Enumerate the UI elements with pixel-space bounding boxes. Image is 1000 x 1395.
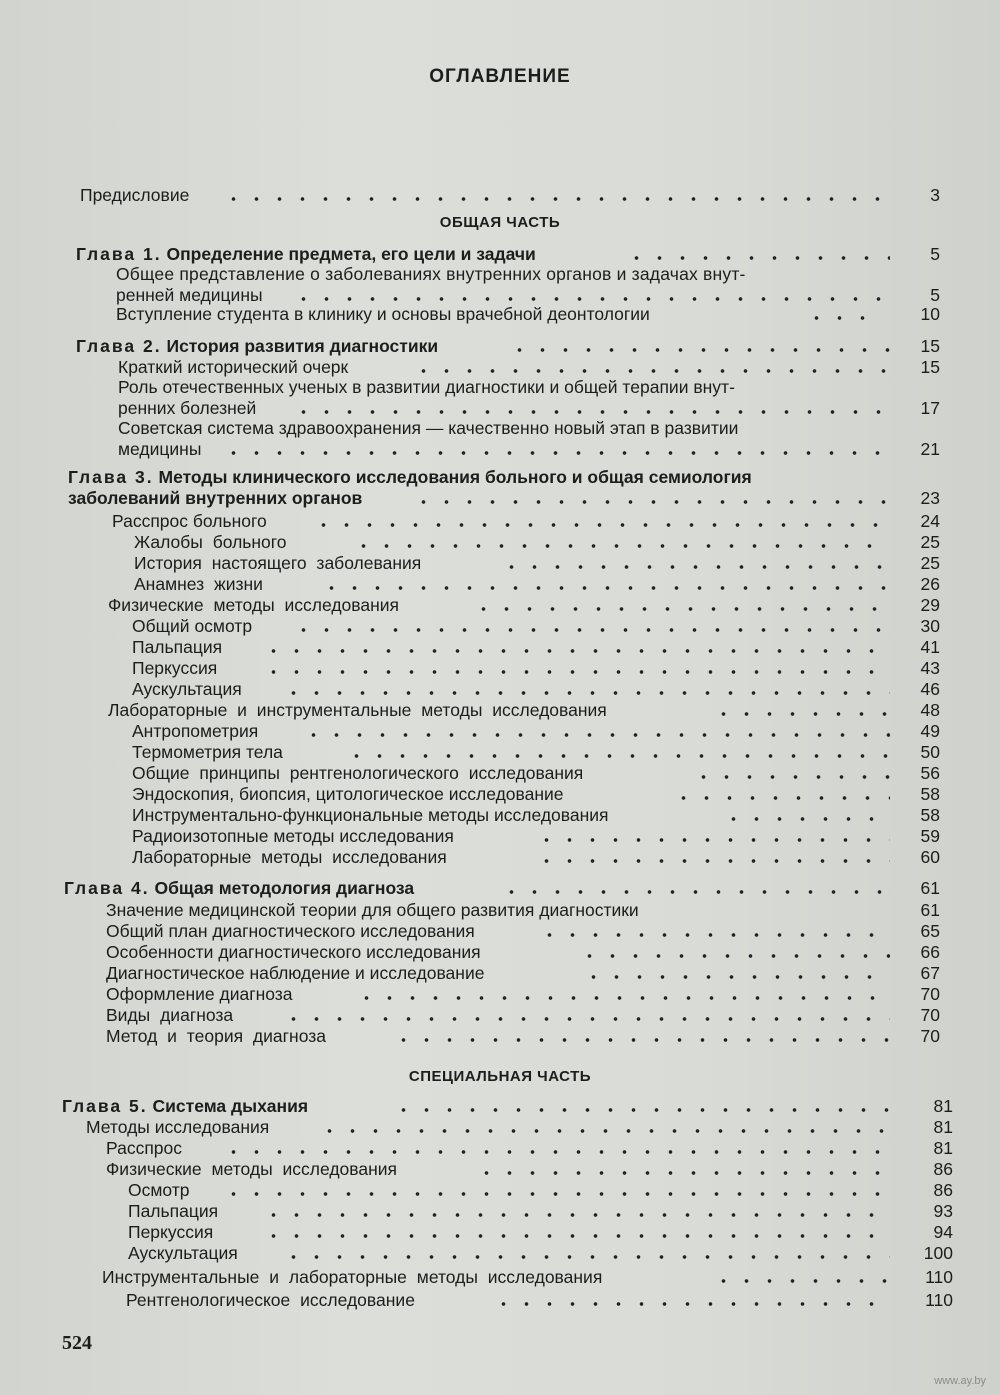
toc-page-number: 50 bbox=[920, 742, 940, 762]
leader-dots bbox=[535, 838, 890, 842]
toc-page-number: 94 bbox=[933, 1222, 953, 1242]
leader-dots bbox=[318, 1129, 890, 1133]
chapter-title: Общая методология диагноза bbox=[154, 878, 415, 898]
part-heading-special: СПЕЦИАЛЬНАЯ ЧАСТЬ bbox=[408, 1068, 592, 1085]
toc-entry bbox=[0, 846, 1000, 868]
toc-page-number: 100 bbox=[923, 1243, 953, 1263]
leader-dots bbox=[292, 297, 890, 301]
part-heading-general: ОБЩАЯ ЧАСТЬ bbox=[439, 214, 561, 231]
toc-entry bbox=[0, 573, 1000, 595]
leader-dots bbox=[222, 1192, 890, 1196]
toc-entry-text: Антропометрия bbox=[132, 721, 259, 741]
toc-page-number: 81 bbox=[933, 1096, 953, 1116]
leader-dots bbox=[412, 500, 890, 504]
toc-entry-text: Лабораторные и инструментальные методы исследования bbox=[108, 700, 607, 720]
chapter-label: Глава 1. bbox=[76, 244, 162, 264]
toc-page-number: 23 bbox=[920, 488, 940, 508]
leader-dots bbox=[672, 796, 890, 800]
chapter-title: Система дыхания bbox=[152, 1096, 309, 1116]
toc-entry-page bbox=[0, 899, 1000, 921]
leader-dots bbox=[292, 628, 890, 632]
toc-entry-text: Пальпация bbox=[132, 637, 223, 657]
leader-dots bbox=[582, 975, 890, 979]
leader-dots bbox=[392, 1108, 890, 1112]
toc-page-number: 48 bbox=[920, 700, 940, 720]
toc-entry-text: Метод и теория диагноза bbox=[106, 1026, 326, 1046]
toc-page-number: 17 bbox=[920, 398, 940, 418]
toc-entry-text: Рентгенологическое исследование bbox=[126, 1290, 415, 1310]
toc-entry bbox=[0, 356, 1000, 378]
toc-page-number: 65 bbox=[920, 921, 940, 941]
leader-dots bbox=[492, 1302, 890, 1306]
toc-page-number: 70 bbox=[920, 1026, 940, 1046]
leader-dots bbox=[472, 607, 890, 611]
leader-dots bbox=[262, 1234, 890, 1238]
toc-entry bbox=[0, 804, 1000, 826]
leader-dots bbox=[625, 256, 890, 260]
toc-page-number: 46 bbox=[920, 679, 940, 699]
toc-entry bbox=[0, 1137, 1000, 1159]
toc-entry bbox=[0, 941, 1000, 963]
toc-entry bbox=[0, 1242, 1000, 1264]
toc-entry bbox=[0, 699, 1000, 721]
toc-page-number: 61 bbox=[920, 878, 940, 898]
toc-page-number: 93 bbox=[933, 1201, 953, 1221]
toc-entry bbox=[0, 417, 1000, 439]
toc-page-number: 86 bbox=[933, 1159, 953, 1179]
toc-entry bbox=[0, 552, 1000, 574]
toc-entry bbox=[0, 1004, 1000, 1026]
page-number: 524 bbox=[62, 1332, 92, 1354]
toc-entry-text: Общий план диагностического исследования bbox=[106, 921, 475, 941]
toc-entry bbox=[0, 783, 1000, 805]
watermark: www.ay.by bbox=[934, 1375, 986, 1387]
toc-page-number: 10 bbox=[920, 304, 940, 324]
toc-entry-text: Роль отечественных ученых в развитии диагностики и общей терапии внут- bbox=[118, 377, 735, 397]
leader-dots bbox=[355, 996, 890, 1000]
leader-dots bbox=[292, 410, 890, 414]
toc-page-number: 26 bbox=[920, 574, 940, 594]
leader-dots bbox=[508, 348, 890, 352]
toc-entry-text: Краткий исторический очерк bbox=[118, 357, 349, 377]
toc-entry bbox=[0, 1158, 1000, 1180]
toc-page-number: 56 bbox=[920, 763, 940, 783]
toc-entry-text: Особенности диагностического исследования bbox=[106, 942, 481, 962]
toc-entry-text: Жалобы больного bbox=[134, 532, 287, 552]
toc-entry bbox=[0, 263, 1000, 285]
leader-dots bbox=[320, 586, 890, 590]
chapter-title: заболеваний внутренних органов bbox=[68, 488, 363, 508]
toc-page-number: 70 bbox=[920, 1005, 940, 1025]
toc-entry-text: Инструментальные и лабораторные методы исследования bbox=[102, 1267, 603, 1287]
toc-entry-text: Общие принципы рентгенологического исследования bbox=[132, 763, 584, 783]
toc-entry-text: Оформление диагноза bbox=[106, 984, 293, 1004]
toc-entry-text: медицины bbox=[118, 439, 202, 459]
toc-page-number: 43 bbox=[920, 658, 940, 678]
toc-page-number: 30 bbox=[920, 616, 940, 636]
toc-page-number: 15 bbox=[920, 336, 940, 356]
toc-entry bbox=[0, 1200, 1000, 1222]
leader-dots bbox=[392, 1038, 890, 1042]
toc-page-number: 59 bbox=[920, 826, 940, 846]
toc-entry-text: Физические методы исследования bbox=[108, 595, 400, 615]
toc-page-number: 21 bbox=[920, 439, 940, 459]
toc-entry-text: Значение медицинской теории для общего развития диагностики bbox=[106, 900, 639, 920]
toc-chapter-2 bbox=[0, 335, 1000, 357]
toc-entry bbox=[0, 741, 1000, 763]
toc-entry-text: Перкуссия bbox=[128, 1222, 214, 1242]
toc-entry-text: Вступление студента в клинику и основы врачебной деонтологии bbox=[116, 304, 650, 324]
toc-entry bbox=[0, 376, 1000, 398]
toc-entry-text: Общий осмотр bbox=[132, 616, 253, 636]
leader-dots bbox=[535, 859, 890, 863]
toc-entry bbox=[0, 1266, 1000, 1288]
toc-page-number: 5 bbox=[930, 244, 940, 264]
toc-entry-text: Осмотр bbox=[128, 1180, 190, 1200]
leader-dots bbox=[222, 197, 890, 201]
toc-page-number: 3 bbox=[930, 185, 940, 205]
toc-entry-text: Эндоскопия, биопсия, цитологическое исследование bbox=[132, 784, 564, 804]
toc-entry bbox=[0, 397, 1000, 419]
toc-chapter-4 bbox=[0, 877, 1000, 899]
toc-entry-text: Анамнез жизни bbox=[134, 574, 263, 594]
toc-entry bbox=[0, 720, 1000, 742]
toc-entry-text: ренней медицины bbox=[116, 285, 263, 305]
toc-page-number: 58 bbox=[920, 784, 940, 804]
toc-chapter-3 bbox=[0, 466, 1000, 488]
toc-page-number: 5 bbox=[930, 285, 940, 305]
toc-entry bbox=[0, 594, 1000, 616]
toc-page-number: 61 bbox=[920, 900, 940, 920]
toc-entry-text: Инструментально-функциональные методы исследования bbox=[132, 805, 609, 825]
toc-entry bbox=[0, 438, 1000, 460]
toc-chapter-5 bbox=[0, 1095, 1000, 1117]
leader-dots bbox=[302, 733, 890, 737]
toc-entry-text: Методы исследования bbox=[86, 1117, 270, 1137]
toc-entry-text: История настоящего заболевания bbox=[134, 553, 422, 573]
leader-dots bbox=[712, 1279, 890, 1283]
toc-page-number: 110 bbox=[925, 1290, 953, 1310]
leader-dots bbox=[578, 954, 890, 958]
toc-page-number: 66 bbox=[920, 942, 940, 962]
toc-entry bbox=[0, 531, 1000, 553]
toc-page-number: 15 bbox=[920, 357, 940, 377]
toc-entry bbox=[0, 303, 1000, 325]
toc-entry-text: Физические методы исследования bbox=[106, 1159, 398, 1179]
toc-page-number: 24 bbox=[920, 511, 940, 531]
toc-page-number: 67 bbox=[920, 963, 940, 983]
leader-dots bbox=[692, 775, 890, 779]
leader-dots bbox=[805, 316, 875, 320]
toc-page-number: 58 bbox=[920, 805, 940, 825]
toc-entry bbox=[0, 1116, 1000, 1138]
toc-entry-text: Предисловие bbox=[80, 185, 190, 205]
toc-entry bbox=[0, 962, 1000, 984]
leader-dots bbox=[222, 451, 890, 455]
leader-dots bbox=[262, 1213, 890, 1217]
leader-dots bbox=[222, 1150, 890, 1154]
toc-entry bbox=[0, 762, 1000, 784]
toc-page-number: 25 bbox=[920, 532, 940, 552]
toc-entry bbox=[0, 678, 1000, 700]
leader-dots bbox=[282, 1017, 890, 1021]
toc-entry bbox=[0, 615, 1000, 637]
leader-dots bbox=[352, 544, 890, 548]
toc-page-number: 86 bbox=[933, 1180, 953, 1200]
toc-entry bbox=[0, 1179, 1000, 1201]
leader-dots bbox=[712, 712, 890, 716]
toc-entry bbox=[0, 1289, 1000, 1311]
toc-entry bbox=[0, 1221, 1000, 1243]
toc-entry-text: Советская система здравоохранения — качественно новый этап в развитии bbox=[118, 418, 739, 438]
leader-dots bbox=[475, 1171, 890, 1175]
leader-dots bbox=[282, 1255, 890, 1259]
toc-entry-text: Радиоизотопные методы исследования bbox=[132, 826, 454, 846]
leader-dots bbox=[500, 890, 890, 894]
toc-page-number: 70 bbox=[920, 984, 940, 1004]
chapter-label: Глава 2. bbox=[76, 336, 162, 356]
chapter-title: История развития диагностики bbox=[166, 336, 439, 356]
chapter-title: Определение предмета, его цели и задачи bbox=[166, 244, 536, 264]
leader-dots bbox=[262, 670, 890, 674]
leader-dots bbox=[345, 754, 890, 758]
toc-page-number: 41 bbox=[920, 637, 940, 657]
toc-entry-preface bbox=[0, 184, 1000, 206]
toc-entry-text: Диагностическое наблюдение и исследование bbox=[106, 963, 485, 983]
leader-dots bbox=[412, 369, 890, 373]
toc-page-number: 60 bbox=[920, 847, 940, 867]
toc-chapter-1 bbox=[0, 243, 1000, 265]
toc-page-number: 29 bbox=[920, 595, 940, 615]
toc-entry-text: Виды диагноза bbox=[106, 1005, 234, 1025]
toc-entry-text: Аускультация bbox=[132, 679, 242, 699]
page-title: ОГЛАВЛЕНИЕ bbox=[429, 66, 571, 87]
toc-chapter-3-cont bbox=[0, 487, 1000, 509]
leader-dots bbox=[262, 649, 890, 653]
toc-page-number: 25 bbox=[920, 553, 940, 573]
toc-entry bbox=[0, 657, 1000, 679]
toc-entry bbox=[0, 920, 1000, 942]
toc-entry-text: Перкуссия bbox=[132, 658, 218, 678]
leader-dots bbox=[312, 523, 890, 527]
toc-entry-text: Расспрос bbox=[106, 1138, 183, 1158]
toc-entry-text: Пальпация bbox=[128, 1201, 219, 1221]
toc-entry-text: Расспрос больного bbox=[112, 511, 267, 531]
toc-entry bbox=[0, 983, 1000, 1005]
toc-entry bbox=[0, 510, 1000, 532]
toc-entry-text: Аускультация bbox=[128, 1243, 238, 1263]
toc-entry bbox=[0, 636, 1000, 658]
toc-entry bbox=[0, 825, 1000, 847]
toc-entry-text: Термометрия тела bbox=[132, 742, 283, 762]
chapter-title: Методы клинического исследования больного и общая семиология bbox=[158, 467, 752, 487]
leader-dots bbox=[722, 817, 890, 821]
chapter-label: Глава 5. bbox=[62, 1096, 148, 1116]
toc-page-number: 81 bbox=[933, 1117, 953, 1137]
toc-entry bbox=[0, 1025, 1000, 1047]
toc-entry-text: Общее представление о заболеваниях внутренних органов и задачах внут- bbox=[116, 264, 746, 284]
chapter-label: Глава 4. bbox=[64, 878, 150, 898]
leader-dots bbox=[500, 565, 890, 569]
toc-page-number: 81 bbox=[933, 1138, 953, 1158]
toc-page-number: 49 bbox=[920, 721, 940, 741]
leader-dots bbox=[538, 933, 890, 937]
chapter-label: Глава 3. bbox=[68, 467, 154, 487]
toc-entry-text: Лабораторные методы исследования bbox=[132, 847, 447, 867]
toc-entry-text: ренних болезней bbox=[118, 398, 257, 418]
toc-page-number: 110 bbox=[925, 1267, 953, 1287]
leader-dots bbox=[282, 691, 890, 695]
